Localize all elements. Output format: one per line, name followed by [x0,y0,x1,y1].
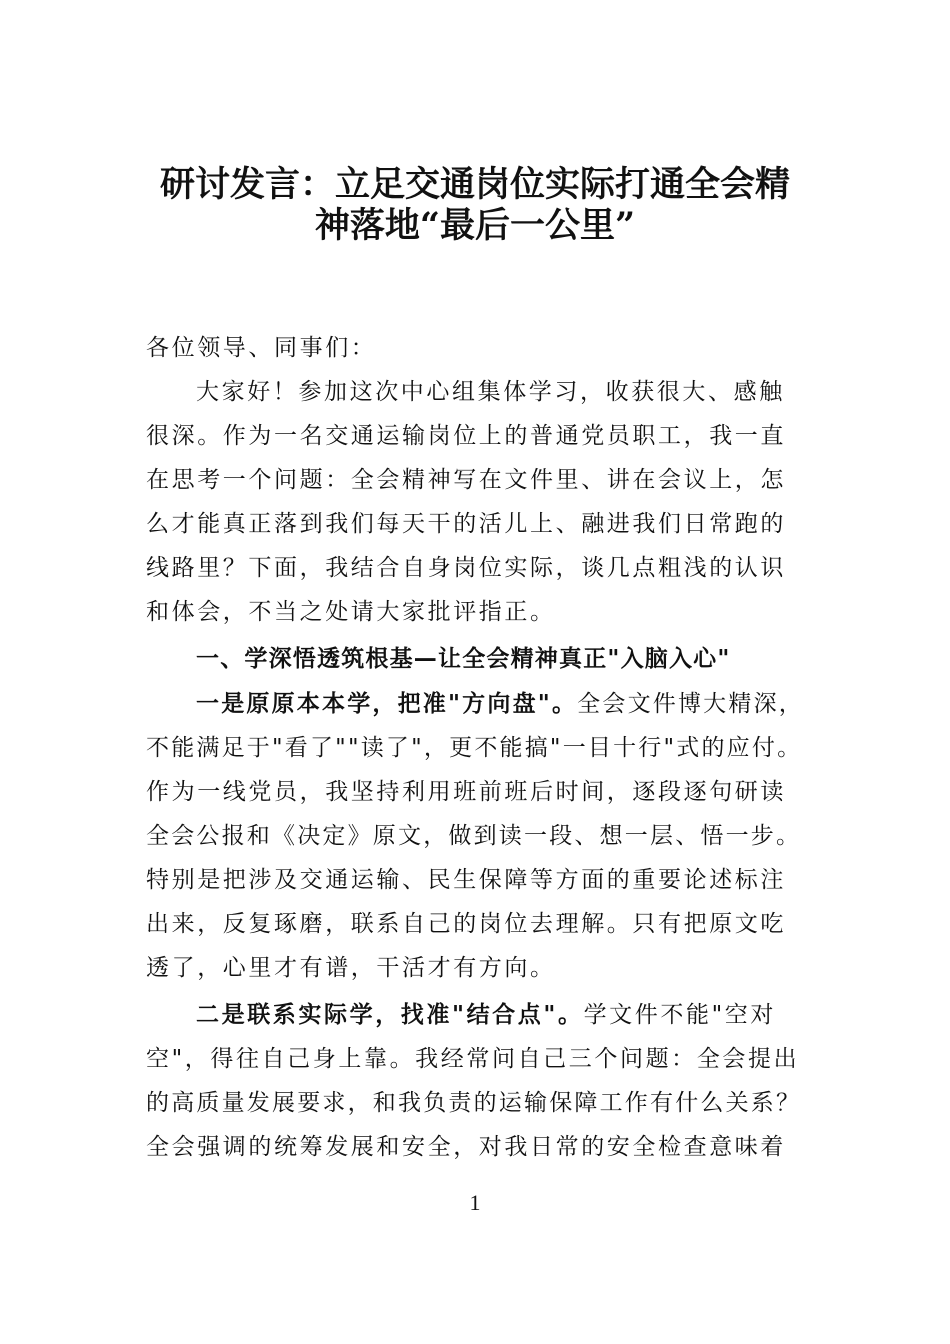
point-1-first-line-rest: 全会文件博大精深， [577,691,804,717]
point-1-lead: 一是原原本本学，把准"方向盘"。 [196,691,578,717]
intro-line-1: 大家好！参加这次中心组集体学习，收获很大、感触 [196,379,785,405]
point-2-first-line-rest: 学文件不能"空对 [583,1002,776,1028]
intro-line-3: 在思考一个问题：全会精神写在文件里、讲在会议上，怎 [146,467,786,493]
section-1-heading: 一、学深悟透筑根基—让全会精神真正"入脑入心" [196,646,731,672]
intro-line-5: 线路里？下面，我结合自身岗位实际，谈几点粗浅的认识 [146,555,786,581]
intro-line-4: 么才能真正落到我们每天干的活儿上、融进我们日常跑的 [146,511,786,537]
page-number: 1 [469,1190,481,1215]
point-2-line-4: 全会强调的统筹发展和安全，对我日常的安全检查意味着 [146,1134,786,1160]
point-2-line-2: 空"，得往自己身上靠。我经常问自己三个问题：全会提出 [146,1046,800,1072]
point-1-line-2: 不能满足于"看了""读了"，更不能搞"一目十行"式的应付。 [146,735,803,761]
point-1-first-line [196,689,806,719]
document-title-line-1: 研讨发言：立足交通岗位实际打通全会精 [159,164,790,205]
intro-line-2: 很深。作为一名交通运输岗位上的普通党员职工，我一直 [146,423,786,449]
point-2-line-3: 的高质量发展要求，和我负责的运输保障工作有什么关系？ [146,1090,802,1116]
point-1-line-6: 出来，反复琢磨，联系自己的岗位去理解。只有把原文吃 [146,911,786,937]
point-1-line-4: 全会公报和《决定》原文，做到读一段、想一层、悟一步。 [146,823,802,849]
intro-line-6: 和体会，不当之处请大家批评指正。 [146,599,556,625]
point-1-line-7: 透了，心里才有谱，干活才有方向。 [146,955,556,981]
document-title-line-2: 神落地“最后一公里” [314,205,636,246]
point-1-line-3: 作为一线党员，我坚持利用班前班后时间，逐段逐句研读 [146,779,786,805]
point-2-lead: 二是联系实际学，找准"结合点"。 [196,1002,584,1028]
point-2-first-line [196,1000,806,1030]
salutation: 各位领导、同事们： [146,335,377,361]
point-1-line-5: 特别是把涉及交通运输、民生保障等方面的重要论述标注 [146,867,786,893]
